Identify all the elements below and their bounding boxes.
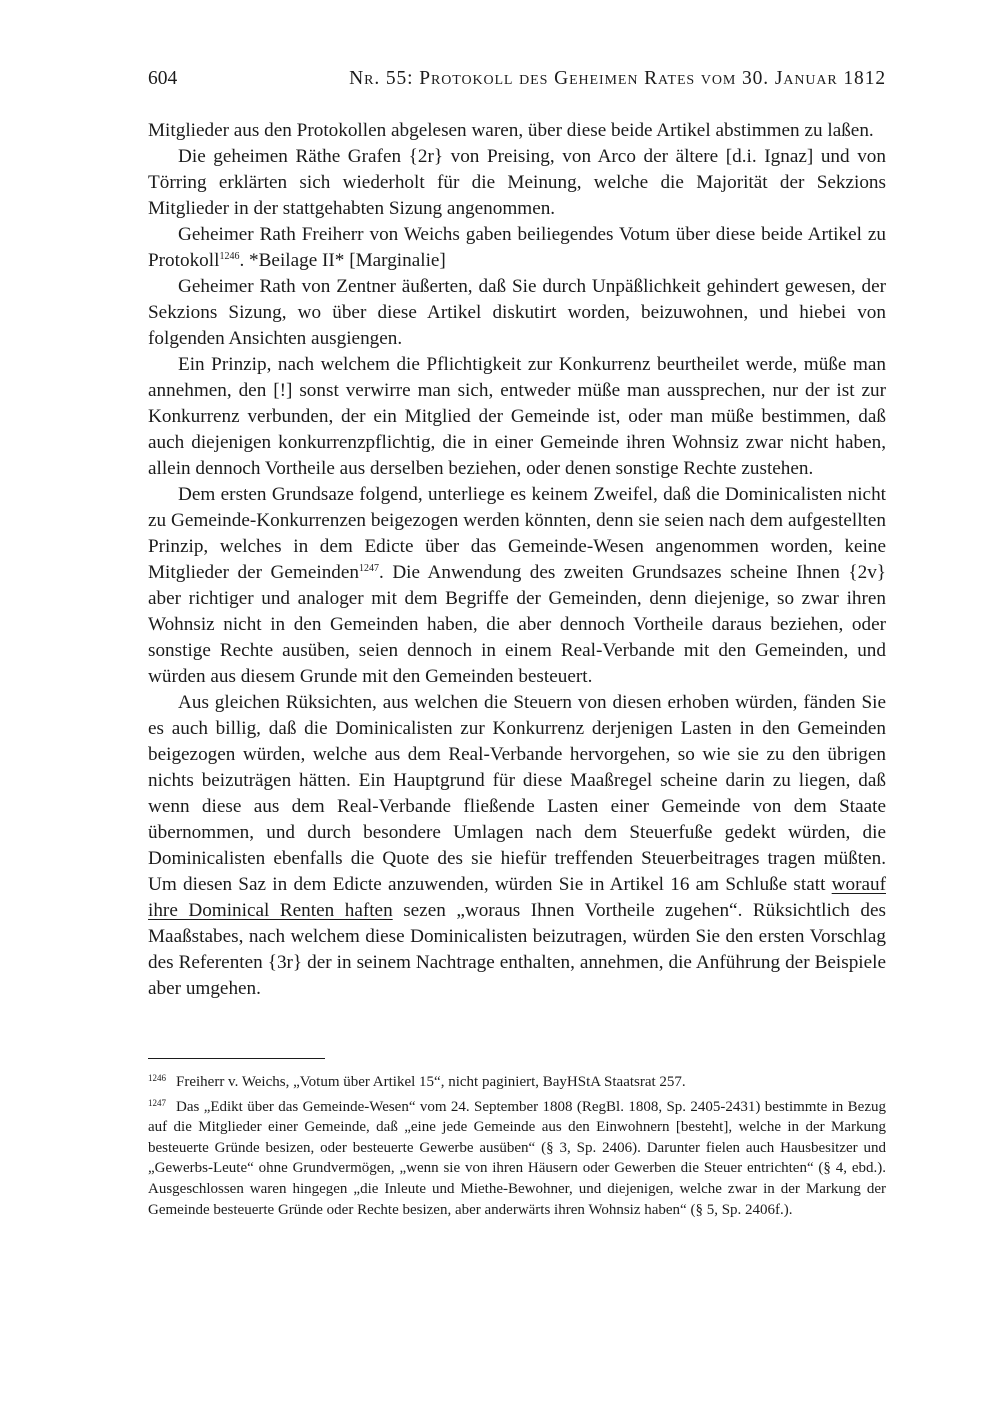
- footnote-reference: 1247: [359, 563, 379, 574]
- paragraph: [148, 482, 886, 690]
- paragraph: Mitglieder aus den Protokollen abgelesen waren, über diese beide Artikel abstimmen zu laßen.: [148, 120, 874, 141]
- footnote-text: Das „Edikt über das Gemeinde-Wesen“ vom 24. September 1808 (RegBl. 1808, Sp. 2405-2431) bestimmte in Bezug auf die Mitglieder einer Gemeinde, daß „eine jede Gemeinde aus den Einwohnern [besteht], welche in der Markung besteuerte Gründe besizen, oder besteuerte Gewerbe ausüben“ (§ 3, Sp. 2406). Darunter fielen auch Hausbesitzer und „Gewerbs-Leute“ ohne Grundvermögen, „wenn sie von ihren Häusern oder Gewerben die Steuer entrichten“ (§ 4, ebd.). Ausgeschlossen waren hingegen „die Inleute und Miethe-Bewohner, und diejenigen, welche zwar in der Markung der Gemeinde besteuerte Gründe oder Rechte besizen, aber anderwärts ihren Wohnsiz haben“ (§ 5, Sp. 2406f.).: [148, 1098, 886, 1218]
- paragraph-text: . *Beilage II* [Marginalie]: [239, 250, 446, 271]
- paragraph-text: Aus gleichen Rüksichten, aus welchen die Steuern von diesen erhoben würden, fänden Sie es auch billig, daß die Dominicalisten zur Konkurrenz derjenigen Lasten in den Gemeinden beigezogen würden, welche aus dem Real-Verbande hervorgehen, so wie sie zu den übrigen nichts beizuträgen hätten. Ein Hauptgrund für diese Maaßregel scheine darin zu liegen, daß wenn diese aus dem Real-Verbande fließende Lasten einer Gemeinde von dem Staate übernommen, und durch besondere Umlagen nach dem Steuerfuße gedekt würden, die Dominicalisten ebenfalls die Quote des sie hiefür treffenden Steuerbeitrages tragen müßten. Um diesen Saz in dem Edicte anzuwenden, würden Sie in Artikel 16 am Schluße statt: [148, 692, 886, 895]
- paragraph-text: Geheimer Rath Freiherr von Weichs gaben beiliegendes Votum über diese beide Artikel zu Protokoll: [148, 224, 886, 271]
- footnote-number: 1246: [148, 1073, 166, 1083]
- paragraph-text: Dem ersten Grundsaze folgend, unterliege es keinem Zweifel, daß die Dominicalisten nicht zu Gemeinde-Konkurrenzen beigezogen werden könnten, denn sie seien nach dem aufgestellten Prinzip, welches in dem Edicte über das Gemeinde-Wesen angenommen worden, keine Mitglieder der Gemeinden: [148, 484, 886, 583]
- footnote: [148, 1072, 886, 1093]
- footnote-divider: [148, 1058, 325, 1059]
- footnote-text: Freiherr v. Weichs, „Votum über Artikel 15“, nicht paginiert, BayHStA Staatsrat 257.: [176, 1074, 686, 1090]
- running-title: Nr. 55: Protokoll des Geheimen Rates vom 30. Januar 1812: [349, 68, 886, 89]
- underlined-text: worauf ihre Dominical Renten haften: [148, 874, 886, 921]
- main-text: [148, 118, 886, 1002]
- paragraph: [148, 690, 886, 1002]
- footnotes: [148, 1072, 886, 1224]
- paragraph-text: sezen „woraus Ihnen Vortheile zugehen“. Rüksichtlich des Maaßstabes, nach welchem diese Dominicalisten beizutragen, würden Sie den ersten Vorschlag des Referenten {3r} der in seinem Nachtrage enthalten, annehmen, die Anführung der Beispiele aber umgehen.: [148, 900, 886, 999]
- paragraph: Ein Prinzip, nach welchem die Pflichtigkeit zur Konkurrenz beurtheilet werde, müße man annehmen, den [!] sonst verwirre man sich, entweder müße man aussprechen, nur der ist zur Konkurrenz verbunden, der ein Mitglied der Gemeinde ist, oder man müße bestimmen, daß auch diejenigen konkurrenzpflichtig, die in einer Gemeinde ihren Wohnsiz zwar nicht haben, allein dennoch Vortheile aus derselben beziehen, oder denen sonstige Rechte zustehen.: [148, 354, 886, 479]
- footnote: [148, 1097, 886, 1221]
- paragraph: Geheimer Rath von Zentner äußerten, daß Sie durch Unpäßlichkeit gehindert gewesen, der Sekzions Sizung, wo über diese Artikel diskutirt worden, beizuwohnen, und hiebei von folgenden Ansichten ausgiengen.: [148, 276, 886, 349]
- footnote-reference: 1246: [219, 251, 240, 262]
- page-number: 604: [148, 68, 178, 89]
- paragraph: Die geheimen Räthe Grafen {2r} von Preising, von Arco der ältere [d.i. Ignaz] und von Törring erklärten sich wiederholt für die Meinung, welche die Majorität der Sekzions Mitglieder in der stattgehabten Sizung angenommen.: [148, 146, 886, 219]
- running-head: [148, 66, 886, 92]
- paragraph: [148, 222, 886, 274]
- footnote-number: 1247: [148, 1097, 166, 1108]
- paragraph-text: . Die Anwendung des zweiten Grundsazes scheine Ihnen {2v} aber richtiger und analoger mit dem Begriffe der Gemeinden, denn diejenige, so zwar ihren Wohnsiz nicht in den Gemeinden haben, die aber dennoch Vortheile daraus beziehen, oder sonstige Rechte ausüben, seien dennoch in einem Real-Verbande mit den Gemeinden, und würden aus diesem Grunde mit den Gemeinden besteuert.: [148, 562, 887, 687]
